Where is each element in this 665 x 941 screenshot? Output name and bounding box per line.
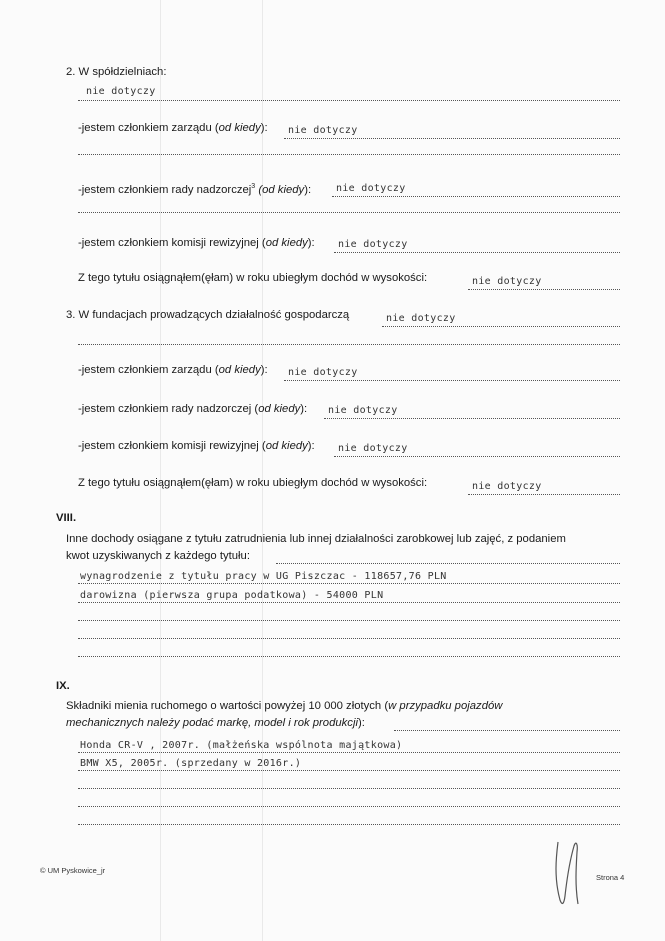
answer-line [284, 380, 620, 381]
rada-label: -jestem członkiem rady nadzorczej$^3$ (od kiedy): [78, 183, 312, 196]
section-ix-line2: mechanicznych należy podać markę, model i rok produkcji): [66, 717, 365, 729]
f-rada-label: -jestem członkiem rady nadzorczej (od kiedy): [78, 403, 308, 415]
scan-fold-line [262, 0, 263, 941]
zarzad-label: -jestem członkiem zarządu (od kiedy): [78, 122, 268, 134]
signature-icon [550, 838, 586, 910]
f-zarzad-label: -jestem członkiem zarządu (od kiedy): [78, 364, 268, 376]
section-viii-number: VIII. [56, 512, 77, 524]
answer-line [276, 563, 620, 564]
answer-line [78, 620, 620, 621]
answer-line [78, 656, 620, 657]
komisja-value: nie dotyczy [338, 239, 408, 250]
answer-line [284, 138, 620, 139]
answer-line [468, 289, 620, 290]
section-viii-line2: kwot uzyskiwanych z każdego tytułu: [66, 550, 250, 562]
answer-line [324, 418, 620, 419]
answer-line [468, 494, 620, 495]
f-komisja-value: nie dotyczy [338, 443, 408, 454]
section-ix-line1: Składniki mienia ruchomego o wartości powyżej 10 000 złotych (w przypadku pojazdów [66, 700, 503, 712]
ix-entry-1: Honda CR-V , 2007r. (małżeńska wspólnota majątkowa) [80, 740, 403, 751]
komisja-label: -jestem członkiem komisji rewizyjnej (od kiedy): [78, 237, 315, 249]
answer-line [78, 344, 620, 345]
answer-line [332, 196, 620, 197]
answer-line [78, 100, 620, 101]
answer-line [78, 583, 620, 584]
answer-line [78, 602, 620, 603]
dochod-label: Z tego tytułu osiągnąłem(ęłam) w roku ubiegłym dochód w wysokości: [78, 272, 428, 284]
section-ix-number: IX. [56, 680, 70, 692]
item3-value: nie dotyczy [386, 313, 456, 324]
viii-entry-1: wynagrodzenie z tytułu pracy w UG Piszczac - 118657,76 PLN [80, 571, 447, 582]
viii-entry-2: darowizna (pierwsza grupa podatkowa) - 54000 PLN [80, 590, 384, 601]
answer-line [78, 788, 620, 789]
footer-left: © UM Pyskowice_jr [40, 866, 106, 875]
item2-value: nie dotyczy [86, 86, 156, 97]
answer-line [78, 770, 620, 771]
section-viii-line1: Inne dochody osiągane z tytułu zatrudnienia lub innej działalności zarobkowej lub zajęć, z podaniem [66, 533, 566, 545]
f-zarzad-value: nie dotyczy [288, 367, 358, 378]
f-dochod-value: nie dotyczy [472, 481, 542, 492]
answer-line [78, 806, 620, 807]
f-dochod-label: Z tego tytułu osiągnąłem(ęłam) w roku ubiegłym dochód w wysokości: [78, 477, 428, 489]
answer-line [78, 212, 620, 213]
answer-line [334, 252, 620, 253]
scan-fold-line [160, 0, 161, 941]
answer-line [78, 752, 620, 753]
item2-title: 2. W spółdzielniach: [66, 66, 167, 78]
f-rada-value: nie dotyczy [328, 405, 398, 416]
answer-line [78, 824, 620, 825]
rada-value: nie dotyczy [336, 183, 406, 194]
dochod-value: nie dotyczy [472, 276, 542, 287]
ix-entry-2: BMW X5, 2005r. (sprzedany w 2016r.) [80, 758, 302, 769]
page-number: Strona 4 [596, 873, 625, 882]
answer-line [382, 326, 620, 327]
answer-line [78, 154, 620, 155]
answer-line [78, 638, 620, 639]
f-komisja-label: -jestem członkiem komisji rewizyjnej (od kiedy): [78, 440, 315, 452]
item3-title: 3. W fundacjach prowadzących działalność gospodarczą [66, 309, 350, 321]
answer-line [334, 456, 620, 457]
answer-line [394, 730, 620, 731]
zarzad-value: nie dotyczy [288, 125, 358, 136]
